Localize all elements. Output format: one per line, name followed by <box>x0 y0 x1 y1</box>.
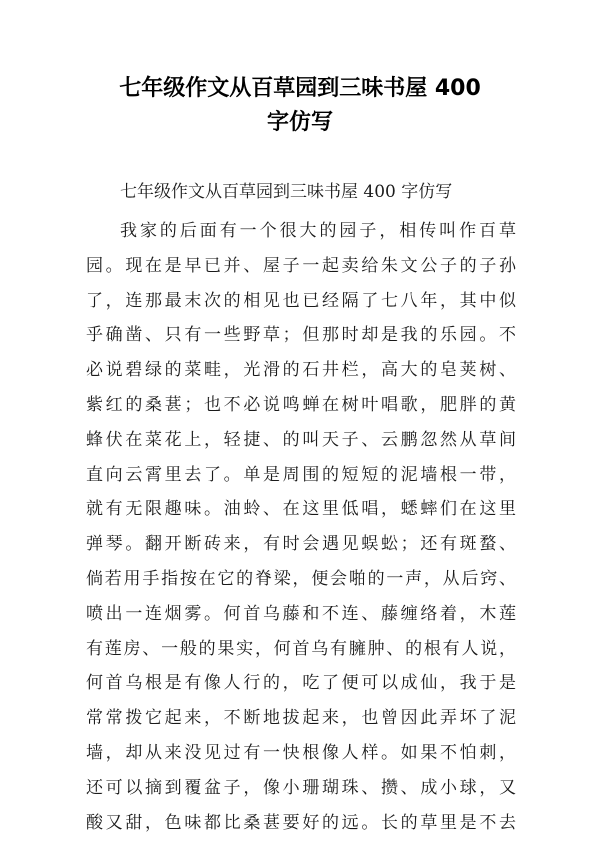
body-line: 何首乌根是有像人行的，吃了便可以成仙，我于是 <box>86 673 516 694</box>
document-subtitle: 七年级作文从百草园到三味书屋 400 字仿写 <box>120 182 453 202</box>
body-line: 常常拨它起来，不断地拔起来，也曾因此弄坏了泥 <box>86 708 516 729</box>
body-line: 我家的后面有一个很大的园子，相传叫作百草 <box>120 221 516 241</box>
body-paragraph <box>86 214 516 840</box>
body-line: 墙，却从来没见过有一快根像人样。如果不怕刺， <box>86 742 516 763</box>
body-line: 乎确凿、只有一些野草；但那时却是我的乐园。不 <box>86 325 516 346</box>
body-line: 倘若用手指按在它的脊梁，便会啪的一声，从后窍、 <box>86 568 516 589</box>
body-line: 紫红的桑葚；也不必说鸣蝉在树叶唱歌，肥胖的黄 <box>86 394 516 415</box>
body-line: 就有无限趣味。油蛉、在这里低唱，蟋蟀们在这里 <box>86 499 516 520</box>
body-line: 酸又甜，色味都比桑葚要好的远。长的草里是不去 <box>86 812 516 833</box>
title-line-1: 七年级作文从百草园到三味书屋 400 <box>119 76 481 101</box>
document-title <box>60 72 540 140</box>
body-line: 直向云霄里去了。单是周围的短短的泥墙根一带， <box>86 464 516 485</box>
body-line: 园。现在是早已并、屋子一起卖给朱文公子的子孙 <box>86 255 516 276</box>
body-line: 还可以摘到覆盆子，像小珊瑚珠、攒、成小球，又 <box>86 777 516 798</box>
body-line: 喷出一连烟雾。何首乌藤和不连、藤缠络着，木莲 <box>86 603 516 624</box>
body-line: 了，连那最末次的相见也已经隔了七八年，其中似 <box>86 290 516 311</box>
body-line: 弹琴。翻开断砖来，有时会遇见蜈蚣；还有斑蝥、 <box>86 534 516 555</box>
body-line: 必说碧绿的菜畦，光滑的石井栏，高大的皂荚树、 <box>86 360 516 381</box>
body-line: 有莲房、一般的果实，何首乌有臃肿、的根有人说， <box>86 638 516 659</box>
body-line: 蜂伏在菜花上，轻捷、的叫天子、云鹏忽然从草间 <box>86 429 516 450</box>
title-line-2: 字仿写 <box>266 110 333 135</box>
